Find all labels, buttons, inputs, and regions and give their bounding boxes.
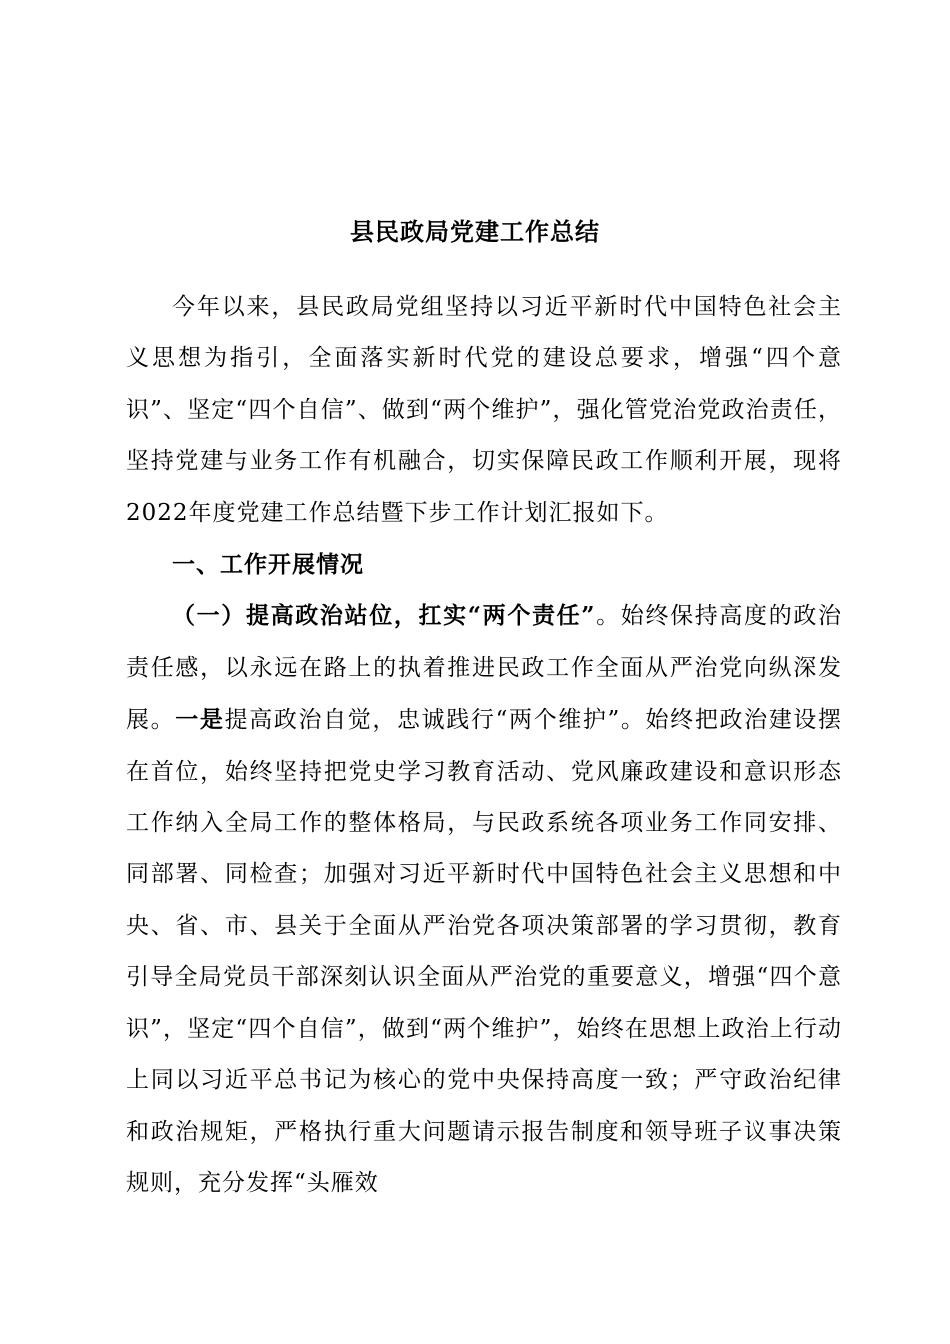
point-label: 一是: [175, 706, 225, 734]
subsection-paragraph: [126, 590, 842, 1209]
document-body: [126, 282, 842, 1209]
point-text: 提高政治自觉，忠诚践行“两个维护”。始终把政治建设摆在首位，始终坚持把党史学习教育活动、党风廉政建设和意识形态工作纳入全局工作的整体格局，与民政系统各项业务工作同安排、同部署、同检查；加强对习近平新时代中国特色社会主义思想和中央、省、市、县关于全面从严治党各项决策部署的学习贯彻，教育引导全局党员干部深刻认识全面从严治党的重要意义，增强“四个意识”，坚定“四个自信”，做到“两个维护”，始终在思想上政治上行动上同以习近平总书记为核心的党中央保持高度一致；严守政治纪律和政治规矩，严格执行重大问题请示报告制度和领导班子议事决策规则，充分发挥“头雁效: [126, 707, 843, 1196]
intro-paragraph: 今年以来，县民政局党组坚持以习近平新时代中国特色社会主义思想为指引，全面落实新时代党的建设总要求，增强“四个意识”、坚定“四个自信”、做到“两个维护”，强化管党治党政治责任，坚持党建与业务工作有机融合，切实保障民政工作顺利开展，现将2022年度党建工作总结暨下步工作计划汇报如下。: [126, 294, 842, 526]
subsection-text: 。始终保持高度的政治责任感，以永远在路上的执着推进民政工作全面从严治党向纵深发展。: [126, 603, 842, 734]
subsection-heading: （一）提高政治站位，扛实“两个责任”: [172, 602, 596, 630]
document-title: 县民政局党建工作总结: [350, 217, 600, 246]
section-heading: 一、工作开展情况: [172, 551, 364, 579]
